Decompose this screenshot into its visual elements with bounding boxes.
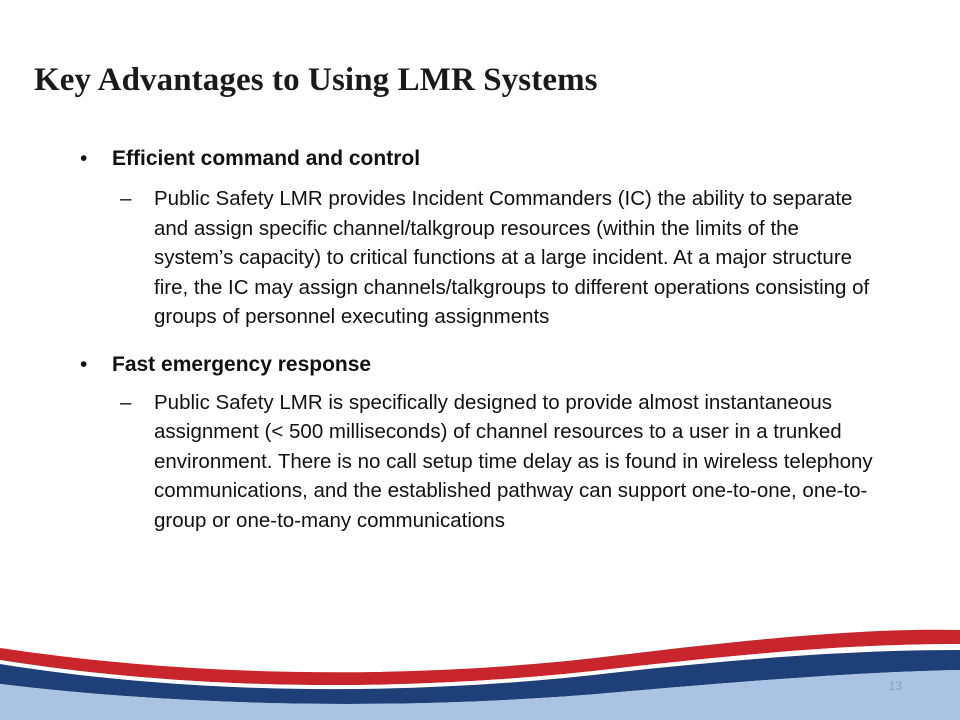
page-number: 13	[888, 679, 902, 693]
sub-bullet-emergency-response	[80, 388, 880, 536]
bullet-marker: •	[80, 147, 88, 170]
slide-title: Key Advantages to Using LMR Systems	[34, 62, 598, 98]
bullet-item-emergency-response	[80, 352, 880, 378]
sub-bullet-text: Public Safety LMR is specifically designed to provide almost instantaneous assignment (< 500 milliseconds) of channel resources to a user in a trunked environment. There is no call setup time delay as is found in wireless telephony communications, and the established pathway can support one-to-one, one-to-group or one-to-many communications	[154, 390, 873, 532]
bullet-heading: Fast emergency response	[112, 352, 372, 376]
bullet-list	[80, 146, 880, 535]
dash-marker: –	[120, 187, 132, 210]
sub-bullet-command-control	[80, 184, 880, 332]
bullet-marker: •	[80, 352, 88, 376]
bullet-item-command-control	[80, 146, 880, 172]
footer-wave-decoration	[0, 600, 960, 720]
dash-marker: –	[120, 390, 132, 414]
bullet-heading: Efficient command and control	[112, 147, 421, 170]
sub-bullet-text: Public Safety LMR provides Incident Commanders (IC) the ability to separate and assign specific channel/talkgroup resources (within the limits of the system’s capacity) to critical functions at a large incident. At a major structure fire, the IC may assign channels/talkgroups to different operations consisting of groups of personnel executing assignments	[154, 187, 870, 328]
